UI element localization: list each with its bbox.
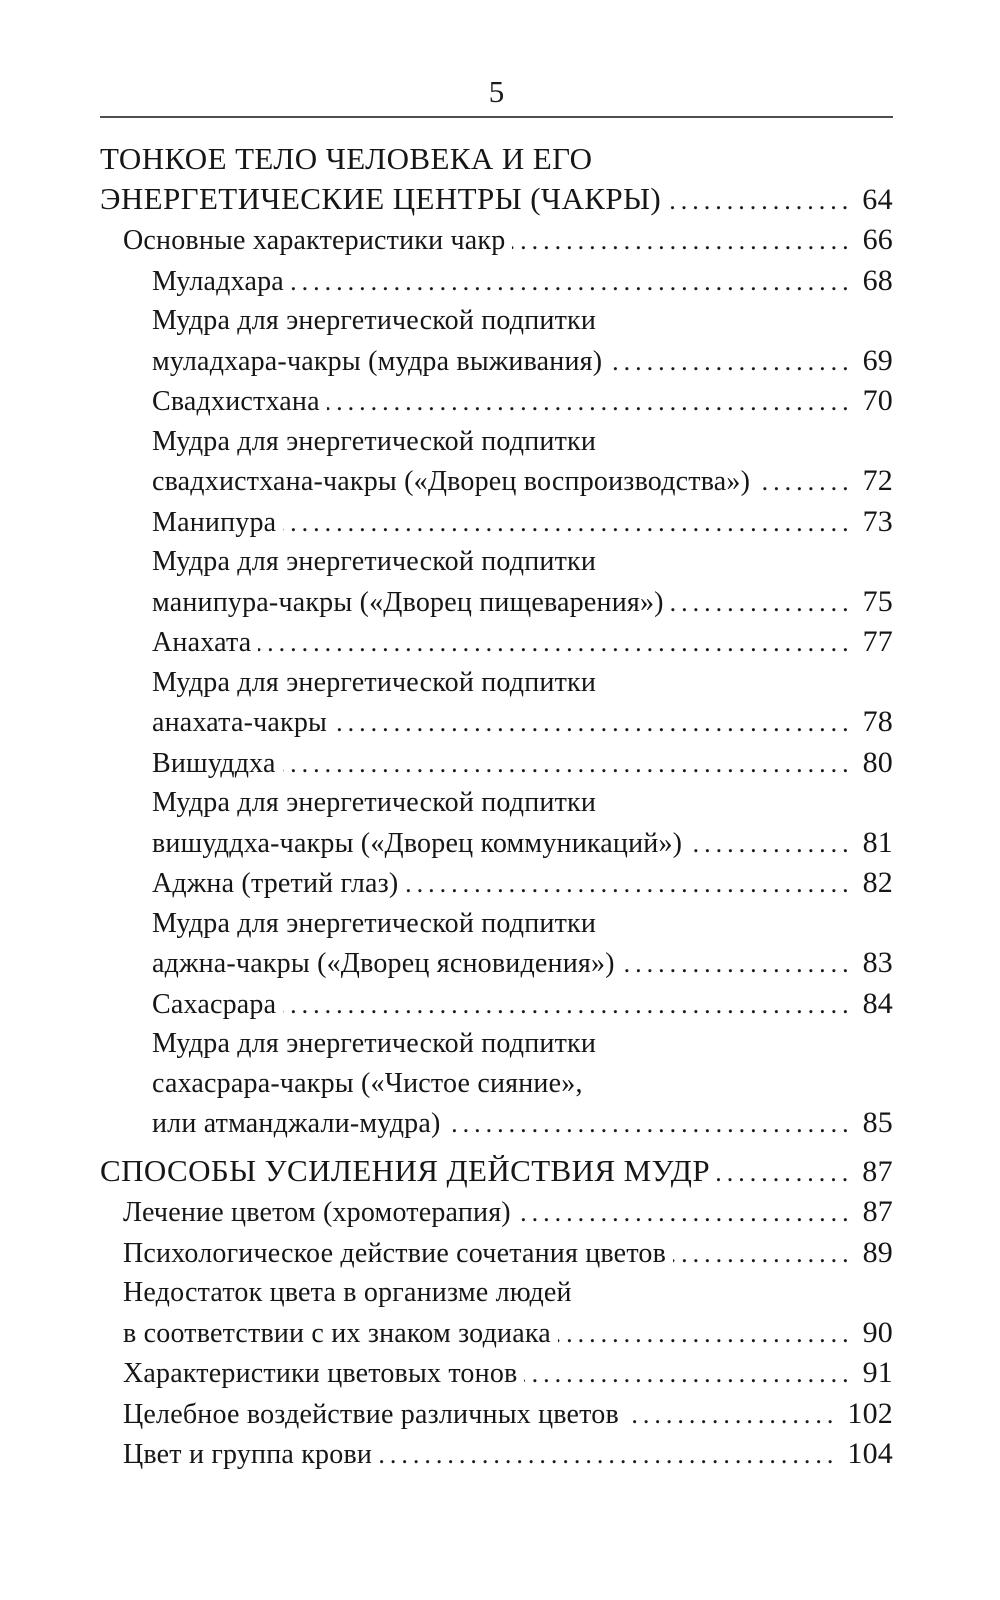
toc-entry-title: анахата-чакры xyxy=(152,707,328,738)
toc-line xyxy=(152,984,893,1025)
dot-leader xyxy=(379,1435,838,1475)
toc-entry-title: Психологическое действие сочетания цветов xyxy=(123,1237,667,1269)
dot-leader xyxy=(668,179,853,221)
toc-entry xyxy=(152,663,893,743)
toc-line xyxy=(152,542,893,582)
toc-entry xyxy=(152,301,893,381)
toc-entry xyxy=(123,1353,893,1394)
dot-leader xyxy=(622,944,854,984)
dot-leader xyxy=(405,864,853,904)
toc-entry-title: Мудра для энергетической подпитки xyxy=(152,666,597,698)
toc-line xyxy=(100,179,893,221)
toc-page-number: 70 xyxy=(862,384,893,417)
toc-entry-title: СПОСОБЫ УСИЛЕНИЯ ДЕЙСТВИЯ МУДР xyxy=(100,1152,710,1188)
toc-entry-title: Характеристики цветовых тонов xyxy=(123,1358,518,1389)
toc-page-number: 81 xyxy=(862,825,893,859)
toc-line xyxy=(152,502,893,543)
toc-line xyxy=(152,381,893,422)
toc-line xyxy=(152,1064,893,1104)
toc-entry xyxy=(152,743,893,784)
toc-line xyxy=(123,1192,893,1233)
dot-leader xyxy=(689,824,853,864)
dot-leader xyxy=(717,1151,853,1193)
toc-line xyxy=(152,622,893,663)
toc-entry xyxy=(152,381,893,422)
toc-line xyxy=(152,582,893,623)
toc-page-number: 69 xyxy=(862,343,893,377)
dot-leader xyxy=(291,262,854,302)
toc-page-number: 89 xyxy=(862,1235,893,1269)
toc-line xyxy=(152,823,893,864)
toc-entry xyxy=(152,542,893,622)
toc-entry xyxy=(100,139,893,220)
dot-leader xyxy=(283,503,853,543)
toc-line xyxy=(152,904,893,944)
toc-entry-title: Мудра для энергетической подпитки xyxy=(152,305,597,336)
toc-page-number: 104 xyxy=(847,1437,893,1470)
dot-leader xyxy=(558,1314,854,1354)
toc-line xyxy=(152,863,893,904)
toc-entry-title: Основные характеристики чакр xyxy=(123,225,506,256)
toc-entry xyxy=(123,1394,893,1435)
toc-page-number: 90 xyxy=(862,1315,893,1349)
toc-entry-title: Мудра для энергетической подпитки xyxy=(152,787,597,818)
toc-entry xyxy=(123,1434,893,1475)
toc-page-number: 80 xyxy=(862,745,893,779)
toc-entry-title: муладхара-чакры (мудра выживания) xyxy=(152,345,603,377)
toc-line xyxy=(123,220,893,261)
dot-leader xyxy=(258,623,853,663)
toc-entry-title: Свадхистхана xyxy=(152,386,320,417)
toc-entry xyxy=(152,904,893,984)
toc-entry xyxy=(123,1192,893,1233)
toc-line xyxy=(123,1353,893,1394)
toc-line xyxy=(100,1151,893,1193)
toc-page-number: 87 xyxy=(862,1195,893,1228)
dot-leader xyxy=(673,1234,854,1274)
toc-entry-title: Манипура xyxy=(152,506,277,538)
toc-entry xyxy=(123,220,893,261)
toc-line xyxy=(152,1103,893,1144)
toc-entry-title: сахасрара-чакры («Чистое сияние», xyxy=(152,1067,583,1099)
toc-entry xyxy=(152,261,893,302)
toc-entry-title: манипура-чакры («Дворец пищеварения») xyxy=(152,586,664,618)
dot-leader xyxy=(283,985,853,1025)
toc-entry xyxy=(152,984,893,1025)
toc-page-number: 82 xyxy=(862,866,893,899)
toc-line xyxy=(152,783,893,823)
toc-line xyxy=(152,943,893,984)
toc-entry-title: вишуддха-чакры («Дворец коммуникаций») xyxy=(152,827,683,859)
toc-line xyxy=(123,1434,893,1475)
toc-page-number: 87 xyxy=(862,1154,893,1188)
toc-entry xyxy=(152,1024,893,1144)
dot-leader xyxy=(448,1104,854,1144)
toc-page-number: 72 xyxy=(862,464,893,497)
toc-entry-title: Целебное воздействие различных цветов xyxy=(123,1398,619,1430)
toc-page-number: 102 xyxy=(847,1396,893,1430)
dot-leader xyxy=(626,1395,839,1435)
toc-page-number: 78 xyxy=(862,705,893,738)
toc-page-number: 85 xyxy=(862,1106,893,1139)
toc-line xyxy=(152,461,893,502)
dot-leader xyxy=(283,744,854,784)
toc-entry-title: Муладхара xyxy=(152,265,284,297)
dot-leader xyxy=(609,342,853,382)
toc-line xyxy=(152,1024,893,1064)
toc-entry xyxy=(152,622,893,663)
toc-entry-title: ЭНЕРГЕТИЧЕСКИЕ ЦЕНТРЫ (ЧАКРЫ) xyxy=(100,180,662,216)
dot-leader xyxy=(327,382,854,422)
toc-page-number: 83 xyxy=(862,946,893,979)
dot-leader xyxy=(757,462,853,502)
page-number: 5 xyxy=(488,74,505,109)
toc-line xyxy=(152,702,893,743)
toc-entry-title: или атманджали-мудра) xyxy=(152,1108,441,1139)
toc-page-number: 73 xyxy=(862,504,893,538)
toc-entry xyxy=(100,1151,893,1193)
toc-line xyxy=(152,663,893,703)
toc-line xyxy=(152,301,893,341)
dot-leader xyxy=(524,1354,853,1394)
toc-page-number: 66 xyxy=(862,223,893,256)
toc-entry-title: Мудра для энергетической подпитки xyxy=(152,425,597,457)
toc-page-number: 91 xyxy=(862,1356,893,1389)
toc-line xyxy=(152,422,893,462)
toc-line xyxy=(123,1273,893,1313)
toc-line xyxy=(123,1233,893,1274)
toc-entry xyxy=(152,502,893,543)
toc-page-number: 84 xyxy=(862,986,893,1020)
toc-entry xyxy=(123,1233,893,1274)
dot-leader xyxy=(512,221,853,261)
toc-entry-title: Вишуддха xyxy=(152,747,276,779)
toc-entry-title: Анахата xyxy=(152,627,252,658)
toc-entry-title: Цвет и группа крови xyxy=(123,1439,373,1470)
toc-entry-title: свадхистхана-чакры («Дворец воспроизводства») xyxy=(152,466,751,497)
toc-line xyxy=(152,743,893,784)
dot-leader xyxy=(334,703,854,743)
toc-entry-title: Сахасрара xyxy=(152,988,277,1020)
table-of-contents xyxy=(100,139,893,1475)
toc-entry-title: Лечение цветом (хромотерапия) xyxy=(123,1197,511,1228)
toc-page-number: 75 xyxy=(862,584,893,618)
toc-entry-title: Мудра для энергетической подпитки xyxy=(152,1028,597,1059)
toc-line xyxy=(152,341,893,382)
toc-line xyxy=(123,1313,893,1354)
toc-entry-title: Аджна (третий глаз) xyxy=(152,868,399,899)
toc-entry-title: в соответствии с их знаком зодиака xyxy=(123,1317,551,1349)
toc-line xyxy=(123,1394,893,1435)
header-rule xyxy=(100,116,893,118)
dot-leader xyxy=(518,1193,854,1233)
toc-entry-title: Мудра для энергетической подпитки xyxy=(152,546,597,577)
toc-entry-title: ТОНКОЕ ТЕЛО ЧЕЛОВЕКА И ЕГО xyxy=(100,141,593,176)
toc-entry xyxy=(152,422,893,502)
toc-line xyxy=(100,139,893,179)
toc-line xyxy=(152,261,893,302)
dot-leader xyxy=(671,583,854,623)
toc-entry-title: аджна-чакры («Дворец ясновидения») xyxy=(152,948,615,979)
toc-entry-title: Недостаток цвета в организме людей xyxy=(123,1277,572,1308)
toc-entry xyxy=(152,863,893,904)
toc-entry xyxy=(152,783,893,863)
toc-entry xyxy=(123,1273,893,1353)
toc-page-number: 68 xyxy=(862,263,893,297)
toc-page-number: 64 xyxy=(862,182,893,216)
toc-entry-title: Мудра для энергетической подпитки xyxy=(152,907,597,939)
toc-page-number: 77 xyxy=(862,625,893,658)
